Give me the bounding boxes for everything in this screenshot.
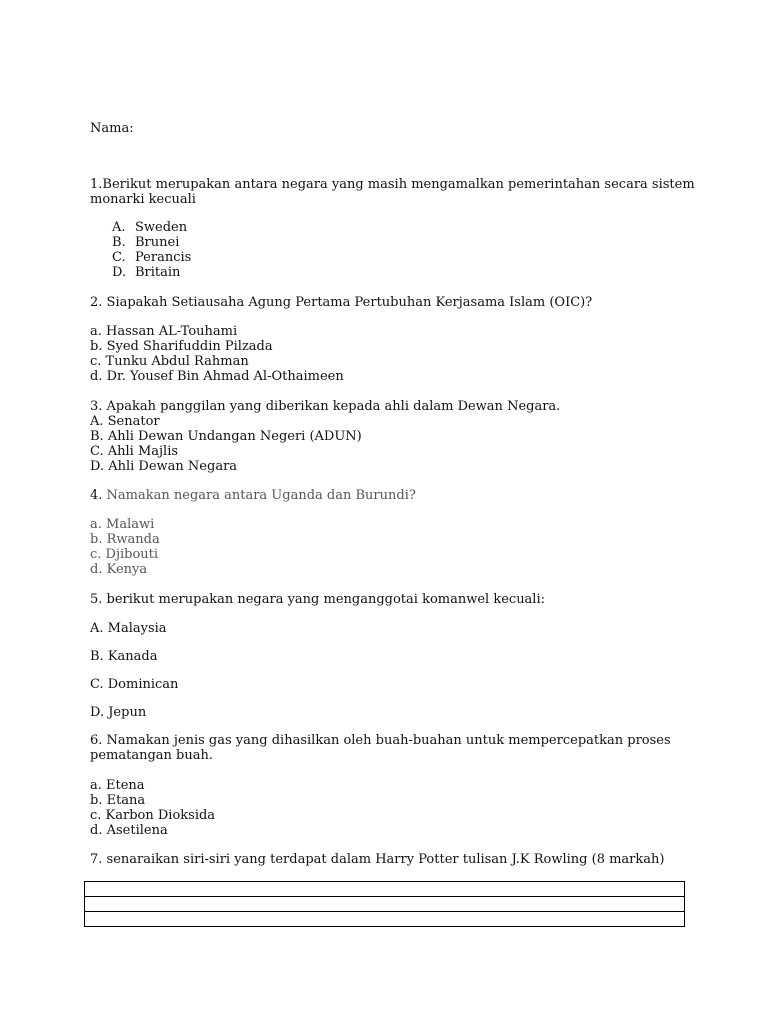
question-3-option-a: A. Senator — [90, 414, 160, 429]
question-5: 5. berikut merupakan negara yang menganggotai komanwel kecuali: — [90, 592, 546, 607]
question-1-line-1: 1.Berikut merupakan antara negara yang masih mengamalkan pemerintahan secara sistem — [90, 177, 695, 192]
option-text: Sweden — [135, 220, 188, 235]
question-4 — [90, 488, 416, 503]
answer-cell[interactable] — [85, 912, 685, 927]
answer-table — [84, 881, 685, 927]
question-6 — [90, 733, 671, 763]
question-4-options — [90, 517, 160, 577]
option-letter: A. — [112, 220, 126, 235]
question-5-option-d: D. Jepun — [90, 705, 147, 720]
question-6-line-1: 6. Namakan jenis gas yang dihasilkan oleh buah-buahan untuk mempercepatkan proses — [90, 733, 671, 748]
question-1-options — [112, 220, 191, 280]
option-text: Brunei — [135, 235, 180, 250]
name-label: Nama: — [90, 121, 134, 136]
question-6-option-d: d. Asetilena — [90, 823, 168, 838]
answer-cell[interactable] — [85, 882, 685, 897]
question-2: 2. Siapakah Setiausaha Agung Pertama Pertubuhan Kerjasama Islam (OIC)? — [90, 295, 593, 310]
question-7: 7. senaraikan siri-siri yang terdapat dalam Harry Potter tulisan J.K Rowling (8 markah) — [90, 852, 665, 867]
question-3-option-c: C. Ahli Majlis — [90, 444, 179, 459]
question-2-option-a: a. Hassan AL-Touhami — [90, 324, 238, 339]
question-1-option-d — [112, 265, 191, 280]
question-4-option-b: b. Rwanda — [90, 532, 160, 547]
question-1-option-a — [112, 220, 191, 235]
question-4-option-d: d. Kenya — [90, 562, 148, 577]
option-text: Perancis — [135, 250, 192, 265]
question-1 — [90, 177, 695, 207]
question-3-option-b: B. Ahli Dewan Undangan Negeri (ADUN) — [90, 429, 362, 444]
question-2-option-d: d. Dr. Yousef Bin Ahmad Al-Othaimeen — [90, 369, 344, 384]
question-2-options — [90, 324, 344, 384]
answer-row — [85, 912, 685, 927]
question-6-line-2: pematangan buah. — [90, 748, 213, 763]
question-3-text: 3. Apakah panggilan yang diberikan kepada ahli dalam Dewan Negara. — [90, 399, 561, 414]
question-4-text: Namakan negara antara Uganda dan Burundi? — [102, 488, 416, 503]
option-letter: D. — [112, 265, 127, 280]
question-3 — [90, 399, 560, 474]
question-1-option-c — [112, 250, 191, 265]
question-1-line-2: monarki kecuali — [90, 192, 196, 207]
question-5-option-a: A. Malaysia — [90, 621, 167, 636]
question-6-option-a: a. Etena — [90, 778, 145, 793]
question-5-option-c: C. Dominican — [90, 677, 179, 692]
answer-row — [85, 882, 685, 897]
question-6-option-c: c. Karbon Dioksida — [90, 808, 216, 823]
answer-cell[interactable] — [85, 897, 685, 912]
question-5-option-b: B. Kanada — [90, 649, 158, 664]
question-6-option-b: b. Etana — [90, 793, 146, 808]
question-3-option-d: D. Ahli Dewan Negara — [90, 459, 238, 474]
question-4-number: 4. — [90, 488, 103, 503]
question-4-option-c: c. Djibouti — [90, 547, 159, 562]
question-4-option-a: a. Malawi — [90, 517, 155, 532]
question-2-option-b: b. Syed Sharifuddin Pilzada — [90, 339, 273, 354]
option-text: Britain — [135, 265, 181, 280]
question-1-option-b — [112, 235, 191, 250]
option-letter: B. — [112, 235, 126, 250]
answer-row — [85, 897, 685, 912]
option-letter: C. — [112, 250, 126, 265]
question-6-options — [90, 778, 215, 838]
question-2-option-c: c. Tunku Abdul Rahman — [90, 354, 249, 369]
